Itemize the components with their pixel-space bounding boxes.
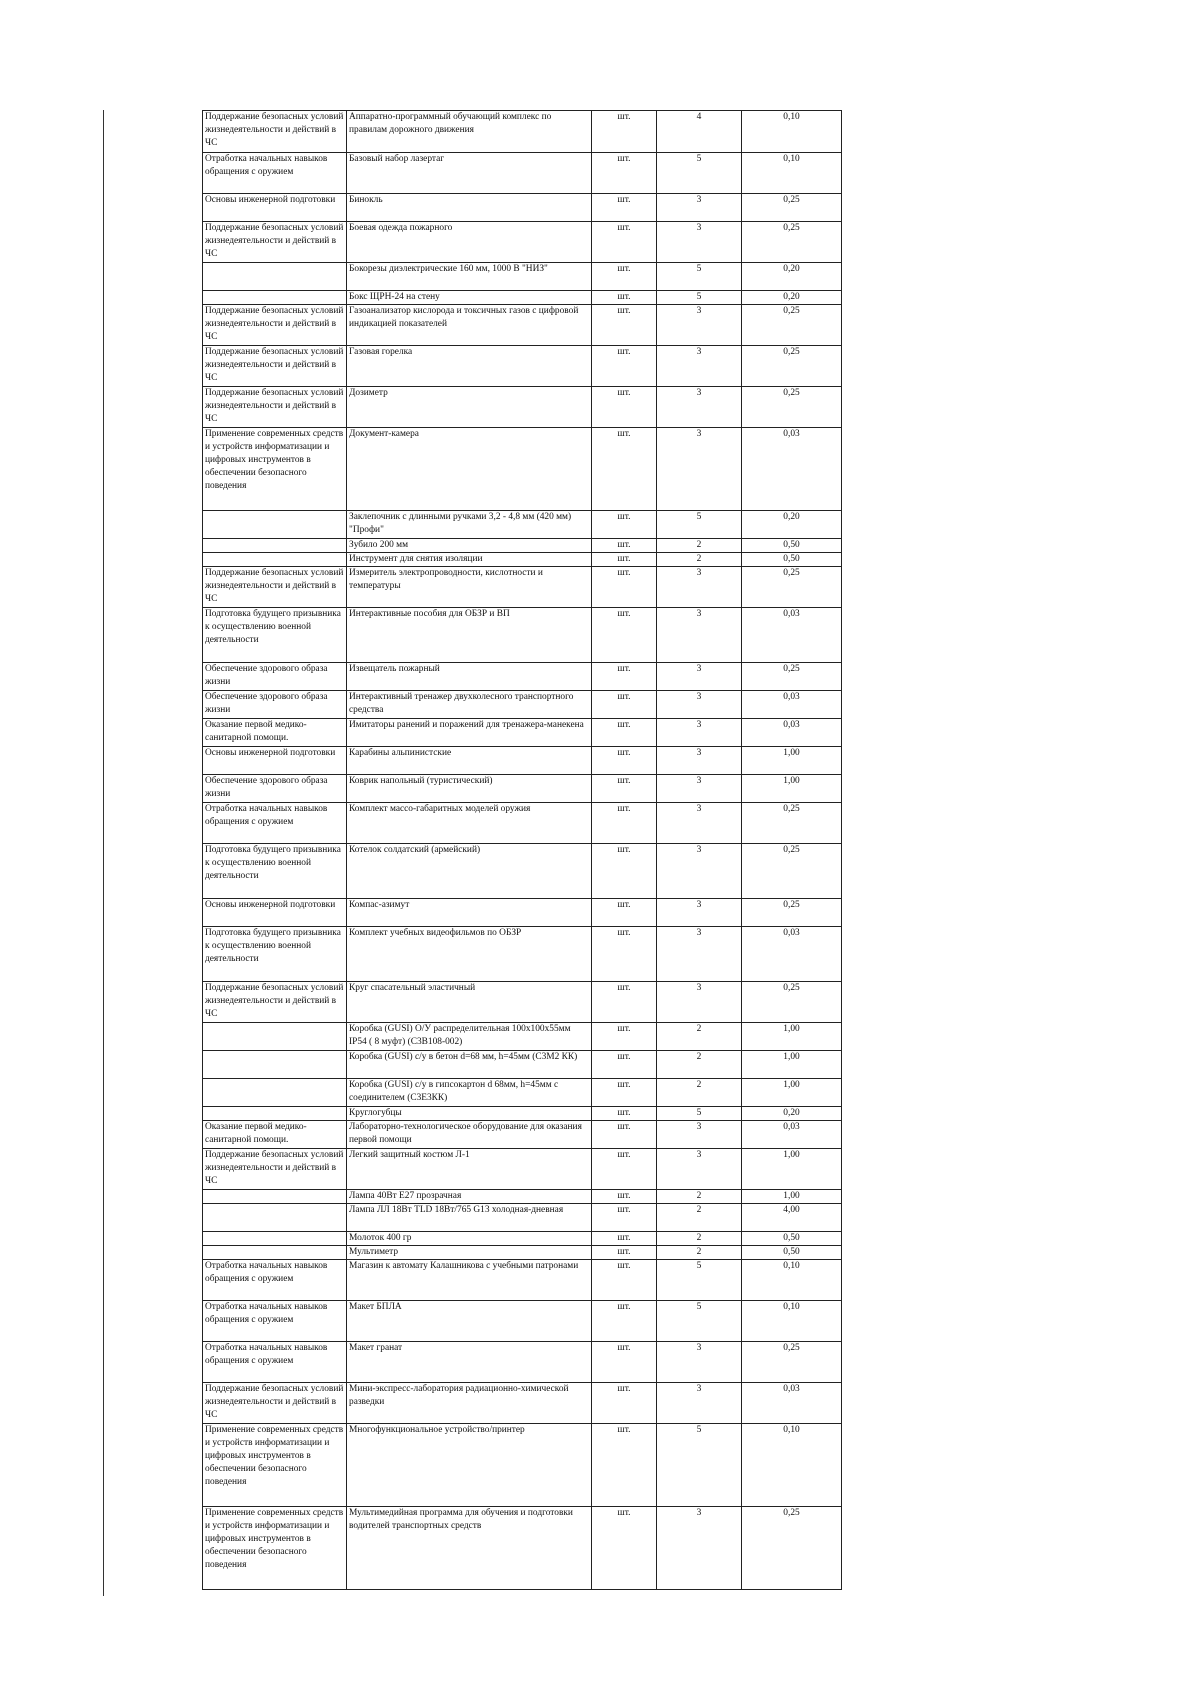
quantity-cell: 3 <box>657 1507 742 1590</box>
section-cell: Отработка начальных навыков обращения с оружием <box>203 153 347 194</box>
table-row <box>203 691 842 719</box>
section-cell: Поддержание безопасных условий жизнедеятельности и действий в ЧС <box>203 1149 347 1190</box>
unit-cell: шт. <box>592 1079 657 1107</box>
section-cell: Основы инженерной подготовки <box>203 899 347 927</box>
coefficient-cell: 1,00 <box>742 1190 842 1204</box>
item-name-cell: Коробка (GUSI) О/У распределительная 100х100х55мм IP54 ( 8 муфт) (С3В108-002) <box>347 1023 592 1051</box>
quantity-cell: 5 <box>657 1301 742 1342</box>
quantity-cell: 3 <box>657 428 742 511</box>
table-row <box>203 1260 842 1301</box>
unit-cell: шт. <box>592 1204 657 1232</box>
section-cell: Поддержание безопасных условий жизнедеятельности и действий в ЧС <box>203 387 347 428</box>
quantity-cell: 3 <box>657 567 742 608</box>
coefficient-cell: 0,10 <box>742 111 842 153</box>
unit-cell: шт. <box>592 539 657 553</box>
table-row <box>203 719 842 747</box>
table-row <box>203 1051 842 1079</box>
section-cell <box>203 291 347 305</box>
quantity-cell: 2 <box>657 1079 742 1107</box>
unit-cell: шт. <box>592 1383 657 1424</box>
item-name-cell: Макет гранат <box>347 1342 592 1383</box>
section-cell <box>203 539 347 553</box>
table-row <box>203 1424 842 1507</box>
table-row <box>203 305 842 346</box>
item-name-cell: Круг спасательный эластичный <box>347 982 592 1023</box>
coefficient-cell: 0,03 <box>742 1383 842 1424</box>
quantity-cell: 5 <box>657 153 742 194</box>
item-name-cell: Многофункциональное устройство/принтер <box>347 1424 592 1507</box>
table-row <box>203 291 842 305</box>
quantity-cell: 3 <box>657 194 742 222</box>
quantity-cell: 2 <box>657 553 742 567</box>
quantity-cell: 3 <box>657 387 742 428</box>
coefficient-cell: 0,25 <box>742 803 842 844</box>
quantity-cell: 2 <box>657 1023 742 1051</box>
table-row <box>203 747 842 775</box>
quantity-cell: 2 <box>657 539 742 553</box>
table-row <box>203 1246 842 1260</box>
quantity-cell: 5 <box>657 291 742 305</box>
table-row <box>203 428 842 511</box>
item-name-cell: Компас-азимут <box>347 899 592 927</box>
item-name-cell: Измеритель электропроводности, кислотности и температуры <box>347 567 592 608</box>
left-margin-rule <box>103 110 104 1596</box>
table-row <box>203 1107 842 1121</box>
unit-cell: шт. <box>592 222 657 263</box>
table-row <box>203 346 842 387</box>
section-cell: Подготовка будущего призывника к осуществлению военной деятельности <box>203 608 347 663</box>
coefficient-cell: 0,03 <box>742 608 842 663</box>
unit-cell: шт. <box>592 899 657 927</box>
unit-cell: шт. <box>592 1149 657 1190</box>
item-name-cell: Мини-экспресс-лаборатория радиационно-химической разведки <box>347 1383 592 1424</box>
item-name-cell: Бинокль <box>347 194 592 222</box>
item-name-cell: Макет БПЛА <box>347 1301 592 1342</box>
item-name-cell: Имитаторы ранений и поражений для тренажера-манекена <box>347 719 592 747</box>
unit-cell: шт. <box>592 387 657 428</box>
quantity-cell: 3 <box>657 608 742 663</box>
item-name-cell: Бокорезы диэлектрические 160 мм, 1000 В "НИЗ" <box>347 263 592 291</box>
unit-cell: шт. <box>592 1424 657 1507</box>
section-cell: Подготовка будущего призывника к осуществлению военной деятельности <box>203 844 347 899</box>
item-name-cell: Котелок солдатский (армейский) <box>347 844 592 899</box>
item-name-cell: Карабины альпинистские <box>347 747 592 775</box>
quantity-cell: 5 <box>657 263 742 291</box>
unit-cell: шт. <box>592 291 657 305</box>
quantity-cell: 5 <box>657 1260 742 1301</box>
unit-cell: шт. <box>592 719 657 747</box>
coefficient-cell: 0,25 <box>742 194 842 222</box>
quantity-cell: 3 <box>657 719 742 747</box>
coefficient-cell: 0,03 <box>742 927 842 982</box>
unit-cell: шт. <box>592 1023 657 1051</box>
unit-cell: шт. <box>592 1107 657 1121</box>
coefficient-cell: 0,50 <box>742 539 842 553</box>
section-cell: Обеспечение здорового образа жизни <box>203 775 347 803</box>
coefficient-cell: 0,25 <box>742 844 842 899</box>
coefficient-cell: 0,20 <box>742 291 842 305</box>
section-cell: Обеспечение здорового образа жизни <box>203 663 347 691</box>
quantity-cell: 2 <box>657 1051 742 1079</box>
unit-cell: шт. <box>592 775 657 803</box>
section-cell: Поддержание безопасных условий жизнедеятельности и действий в ЧС <box>203 111 347 153</box>
unit-cell: шт. <box>592 663 657 691</box>
section-cell <box>203 1079 347 1107</box>
coefficient-cell: 0,25 <box>742 222 842 263</box>
section-cell <box>203 1232 347 1246</box>
unit-cell: шт. <box>592 1507 657 1590</box>
unit-cell: шт. <box>592 194 657 222</box>
quantity-cell: 2 <box>657 1232 742 1246</box>
unit-cell: шт. <box>592 1342 657 1383</box>
table-row <box>203 567 842 608</box>
quantity-cell: 3 <box>657 899 742 927</box>
table-row <box>203 899 842 927</box>
item-name-cell: Бокс ЩРН-24 на стену <box>347 291 592 305</box>
unit-cell: шт. <box>592 346 657 387</box>
coefficient-cell: 0,25 <box>742 567 842 608</box>
quantity-cell: 2 <box>657 1204 742 1232</box>
item-name-cell: Магазин к автомату Калашникова с учебными патронами <box>347 1260 592 1301</box>
coefficient-cell: 4,00 <box>742 1204 842 1232</box>
unit-cell: шт. <box>592 691 657 719</box>
coefficient-cell: 0,03 <box>742 719 842 747</box>
item-name-cell: Зубило 200 мм <box>347 539 592 553</box>
unit-cell: шт. <box>592 511 657 539</box>
unit-cell: шт. <box>592 1232 657 1246</box>
item-name-cell: Боевая одежда пожарного <box>347 222 592 263</box>
unit-cell: шт. <box>592 305 657 346</box>
quantity-cell: 5 <box>657 511 742 539</box>
section-cell <box>203 1023 347 1051</box>
quantity-cell: 3 <box>657 691 742 719</box>
quantity-cell: 3 <box>657 1342 742 1383</box>
unit-cell: шт. <box>592 553 657 567</box>
section-cell: Оказание первой медико-санитарной помощи. <box>203 719 347 747</box>
section-cell: Применение современных средств и устройств информатизации и цифровых инструментов в обеспечении безопасного поведения <box>203 428 347 511</box>
item-name-cell: Интерактивные пособия для ОБЗР и ВП <box>347 608 592 663</box>
item-name-cell: Заклепочник с длинными ручками 3,2 - 4,8 мм (420 мм) "Профи" <box>347 511 592 539</box>
table-row <box>203 153 842 194</box>
section-cell <box>203 1190 347 1204</box>
table-row <box>203 1204 842 1232</box>
quantity-cell: 3 <box>657 222 742 263</box>
coefficient-cell: 0,20 <box>742 1107 842 1121</box>
coefficient-cell: 1,00 <box>742 775 842 803</box>
section-cell: Отработка начальных навыков обращения с оружием <box>203 803 347 844</box>
unit-cell: шт. <box>592 428 657 511</box>
section-cell: Обеспечение здорового образа жизни <box>203 691 347 719</box>
section-cell <box>203 1051 347 1079</box>
table-row <box>203 775 842 803</box>
item-name-cell: Инструмент для снятия изоляции <box>347 553 592 567</box>
table-row <box>203 982 842 1023</box>
coefficient-cell: 0,25 <box>742 663 842 691</box>
coefficient-cell: 0,10 <box>742 1260 842 1301</box>
unit-cell: шт. <box>592 567 657 608</box>
table-row <box>203 1121 842 1149</box>
item-name-cell: Аппаратно-программный обучающий комплекс по правилам дорожного движения <box>347 111 592 153</box>
coefficient-cell: 0,25 <box>742 1507 842 1590</box>
section-cell <box>203 1246 347 1260</box>
section-cell: Применение современных средств и устройств информатизации и цифровых инструментов в обеспечении безопасного поведения <box>203 1424 347 1507</box>
coefficient-cell: 0,25 <box>742 346 842 387</box>
coefficient-cell: 0,03 <box>742 691 842 719</box>
coefficient-cell: 1,00 <box>742 1051 842 1079</box>
section-cell: Применение современных средств и устройств информатизации и цифровых инструментов в обеспечении безопасного поведения <box>203 1507 347 1590</box>
item-name-cell: Лампа ЛЛ 18Вт TLD 18Вт/765 G13 холодная-дневная <box>347 1204 592 1232</box>
section-cell: Отработка начальных навыков обращения с оружием <box>203 1342 347 1383</box>
item-name-cell: Документ-камера <box>347 428 592 511</box>
section-cell: Отработка начальных навыков обращения с оружием <box>203 1301 347 1342</box>
quantity-cell: 3 <box>657 346 742 387</box>
section-cell <box>203 511 347 539</box>
coefficient-cell: 0,10 <box>742 153 842 194</box>
unit-cell: шт. <box>592 153 657 194</box>
item-name-cell: Лабораторно-технологическое оборудование для оказания первой помощи <box>347 1121 592 1149</box>
item-name-cell: Комплект массо-габаритных моделей оружия <box>347 803 592 844</box>
section-cell: Подготовка будущего призывника к осуществлению военной деятельности <box>203 927 347 982</box>
coefficient-cell: 1,00 <box>742 1023 842 1051</box>
quantity-cell: 3 <box>657 1383 742 1424</box>
quantity-cell: 3 <box>657 305 742 346</box>
table-row <box>203 539 842 553</box>
table-row <box>203 1190 842 1204</box>
item-name-cell: Комплект учебных видеофильмов по ОБЗР <box>347 927 592 982</box>
coefficient-cell: 0,25 <box>742 982 842 1023</box>
quantity-cell: 5 <box>657 1107 742 1121</box>
coefficient-cell: 1,00 <box>742 1079 842 1107</box>
coefficient-cell: 0,25 <box>742 899 842 927</box>
table-row <box>203 222 842 263</box>
quantity-cell: 3 <box>657 1121 742 1149</box>
coefficient-cell: 0,10 <box>742 1424 842 1507</box>
section-cell: Поддержание безопасных условий жизнедеятельности и действий в ЧС <box>203 222 347 263</box>
table-row <box>203 1232 842 1246</box>
table-row <box>203 803 842 844</box>
quantity-cell: 2 <box>657 1246 742 1260</box>
unit-cell: шт. <box>592 803 657 844</box>
coefficient-cell: 0,50 <box>742 1246 842 1260</box>
quantity-cell: 3 <box>657 844 742 899</box>
coefficient-cell: 0,10 <box>742 1301 842 1342</box>
unit-cell: шт. <box>592 982 657 1023</box>
unit-cell: шт. <box>592 927 657 982</box>
section-cell: Отработка начальных навыков обращения с оружием <box>203 1260 347 1301</box>
quantity-cell: 3 <box>657 982 742 1023</box>
quantity-cell: 4 <box>657 111 742 153</box>
unit-cell: шт. <box>592 747 657 775</box>
unit-cell: шт. <box>592 1190 657 1204</box>
item-name-cell: Дозиметр <box>347 387 592 428</box>
section-cell: Поддержание безопасных условий жизнедеятельности и действий в ЧС <box>203 567 347 608</box>
unit-cell: шт. <box>592 263 657 291</box>
unit-cell: шт. <box>592 844 657 899</box>
coefficient-cell: 0,20 <box>742 263 842 291</box>
item-name-cell: Газовая горелка <box>347 346 592 387</box>
item-name-cell: Коробка (GUSI) с/у в гипсокартон d 68мм, h=45мм с соединителем (С3Е3КК) <box>347 1079 592 1107</box>
table-row <box>203 1023 842 1051</box>
item-name-cell: Мультимедийная программа для обучения и подготовки водителей транспортных средств <box>347 1507 592 1590</box>
table-row <box>203 608 842 663</box>
section-cell: Поддержание безопасных условий жизнедеятельности и действий в ЧС <box>203 1383 347 1424</box>
quantity-cell: 3 <box>657 775 742 803</box>
item-name-cell: Легкий защитный костюм Л-1 <box>347 1149 592 1190</box>
section-cell <box>203 263 347 291</box>
item-name-cell: Лампа 40Вт Е27 прозрачная <box>347 1190 592 1204</box>
table-row <box>203 844 842 899</box>
quantity-cell: 3 <box>657 663 742 691</box>
table-row <box>203 1301 842 1342</box>
table-row <box>203 927 842 982</box>
table-row <box>203 1079 842 1107</box>
item-name-cell: Круглогубцы <box>347 1107 592 1121</box>
item-name-cell: Мультиметр <box>347 1246 592 1260</box>
unit-cell: шт. <box>592 608 657 663</box>
equipment-table <box>202 110 842 1590</box>
section-cell <box>203 1107 347 1121</box>
table-row <box>203 1342 842 1383</box>
section-cell: Основы инженерной подготовки <box>203 194 347 222</box>
table-row <box>203 1507 842 1590</box>
section-cell: Оказание первой медико-санитарной помощи. <box>203 1121 347 1149</box>
section-cell: Поддержание безопасных условий жизнедеятельности и действий в ЧС <box>203 982 347 1023</box>
coefficient-cell: 0,25 <box>742 1342 842 1383</box>
quantity-cell: 3 <box>657 747 742 775</box>
section-cell: Поддержание безопасных условий жизнедеятельности и действий в ЧС <box>203 305 347 346</box>
table-row <box>203 194 842 222</box>
item-name-cell: Интерактивный тренажер двухколесного транспортного средства <box>347 691 592 719</box>
item-name-cell: Извещатель пожарный <box>347 663 592 691</box>
unit-cell: шт. <box>592 1121 657 1149</box>
equipment-table-body <box>203 111 842 1590</box>
coefficient-cell: 1,00 <box>742 1149 842 1190</box>
section-cell: Основы инженерной подготовки <box>203 747 347 775</box>
unit-cell: шт. <box>592 1260 657 1301</box>
table-row <box>203 1383 842 1424</box>
table-row <box>203 387 842 428</box>
unit-cell: шт. <box>592 111 657 153</box>
quantity-cell: 3 <box>657 803 742 844</box>
item-name-cell: Молоток 400 гр <box>347 1232 592 1246</box>
section-cell <box>203 553 347 567</box>
section-cell <box>203 1204 347 1232</box>
coefficient-cell: 0,50 <box>742 553 842 567</box>
table-row <box>203 1149 842 1190</box>
unit-cell: шт. <box>592 1246 657 1260</box>
table-row <box>203 263 842 291</box>
item-name-cell: Коврик напольный (туристический) <box>347 775 592 803</box>
coefficient-cell: 0,25 <box>742 387 842 428</box>
coefficient-cell: 0,03 <box>742 428 842 511</box>
coefficient-cell: 0,03 <box>742 1121 842 1149</box>
coefficient-cell: 1,00 <box>742 747 842 775</box>
quantity-cell: 5 <box>657 1424 742 1507</box>
unit-cell: шт. <box>592 1301 657 1342</box>
item-name-cell: Газоанализатор кислорода и токсичных газов с цифровой индикацией показателей <box>347 305 592 346</box>
unit-cell: шт. <box>592 1051 657 1079</box>
table-row <box>203 663 842 691</box>
table-row <box>203 553 842 567</box>
quantity-cell: 3 <box>657 1149 742 1190</box>
item-name-cell: Базовый набор лазертаг <box>347 153 592 194</box>
item-name-cell: Коробка (GUSI) с/у в бетон d=68 мм, h=45мм (С3М2 КК) <box>347 1051 592 1079</box>
quantity-cell: 3 <box>657 927 742 982</box>
quantity-cell: 2 <box>657 1190 742 1204</box>
coefficient-cell: 0,50 <box>742 1232 842 1246</box>
table-row <box>203 111 842 153</box>
coefficient-cell: 0,20 <box>742 511 842 539</box>
coefficient-cell: 0,25 <box>742 305 842 346</box>
section-cell: Поддержание безопасных условий жизнедеятельности и действий в ЧС <box>203 346 347 387</box>
table-row <box>203 511 842 539</box>
